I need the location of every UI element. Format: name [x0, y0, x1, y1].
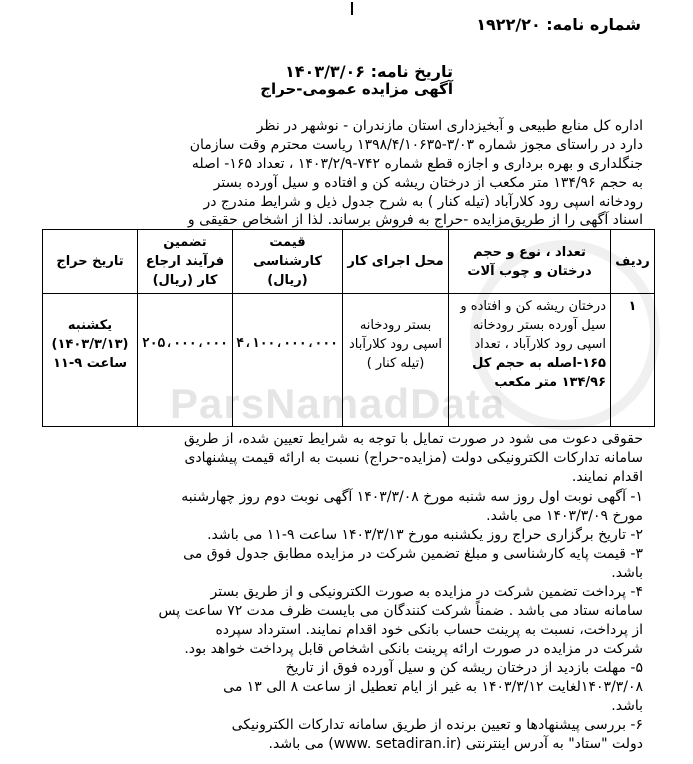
body-line: مورخ ۱۴۰۳/۳/۰۹ می باشد. — [486, 508, 643, 524]
intro-line: دارد در راستای مجوز شماره ۳/۰۳-۱۳۹۸/۴/۱۰۶۳۵ ریاست محترم وقت سازمان — [189, 137, 643, 153]
auction-day: یکشنبه — [67, 318, 113, 333]
body-line: ۳- قیمت پایه کارشناسی و مبلغ تضمین شرکت در مزایده مطابق جدول فوق می — [183, 546, 643, 562]
body-line: حقوقی دعوت می شود در صورت تمایل با توجه به شرایط تعیین شده، از طریق — [184, 431, 643, 447]
body-line: ۶- بررسی پیشنهادها و تعیین برنده از طریق سامانه تدارکات الکترونیکی — [231, 717, 643, 733]
header-auction-date: تاریخ حراج — [43, 230, 138, 294]
cell-location: بستر رودخانه اسپی رود کلارآباد (تیله کنار ) — [343, 294, 449, 427]
body-line: دولت "ستاد" به آدرس اینترنتی (www. setadiran.ir) می باشد. — [268, 736, 643, 752]
auction-date-value: (۱۴۰۳/۳/۱۳) — [51, 337, 129, 352]
intro-line: به حجم ۱۳۴/۹۶ متر مکعب از درختان ریشه کن و افتاده و سیل آورده بستر — [213, 175, 643, 191]
top-rule-mark — [351, 2, 353, 15]
auction-table — [42, 229, 655, 427]
description-text: درختان ریشه کن و افتاده و سیل آورده بستر رودخانه اسپی رود کلارآباد ، تعداد — [460, 299, 606, 352]
letter-date: تاریخ نامه: ۱۴۰۳/۳/۰۶ — [285, 62, 453, 81]
body-line: باشد. — [611, 565, 643, 581]
description-volume: ۱۶۵-اصله به حجم کل ۱۳۴/۹۶ متر مکعب — [472, 356, 606, 390]
cell-description — [449, 294, 611, 427]
body-line: سامانه ستاد می باشد . ضمناً شرکت کنندگان می بایست ظرف مدت ۷۲ ساعت پس — [158, 603, 643, 619]
header-location: محل اجرای کار — [343, 230, 449, 294]
header-expert-price: قیمت کارشناسی (ریال) — [233, 230, 343, 294]
body-line: ۱- آگهی نوبت اول روز سه شنبه مورخ ۱۴۰۳/۳/۰۸ آگهی نوبت دوم روز چهارشنبه — [181, 489, 643, 505]
body-line: سامانه تدارکات الکترونیکی دولت (مزایده-حراج) نسبت به ارائه قیمت پیشنهادی — [184, 450, 643, 466]
header-description: تعداد ، نوع و حجم درختان و چوب آلات — [449, 230, 611, 294]
cell-auction-date — [43, 294, 138, 427]
body-line: شرکت در مزایده در صورت ارائه پرینت بانکی اشخاص قابل پرداخت خواهد بود. — [184, 641, 643, 657]
table-header-row — [43, 230, 655, 294]
intro-line: اداره کل منابع طبیعی و آبخیزداری استان مازندران - نوشهر در نظر — [256, 118, 643, 134]
body-line: ۴- پرداخت تضمین شرکت در مزایده به صورت الکترونیکی و از طریق بستر — [210, 584, 643, 600]
auction-time: ساعت ۹-۱۱ — [52, 356, 128, 371]
body-line: ۱۴۰۳/۳/۰۸لغایت ۱۴۰۳/۳/۱۲ به غیر از ایام تعطیل از ساعت ۸ الی ۱۳ می — [223, 679, 643, 695]
intro-line: رودخانه اسپی رود کلارآباد (تیله کنار ) به شرح جدول ذیل و شرایط مندرج در — [203, 194, 643, 210]
intro-line: اسناد آگهی را از طریق‌مزایده -حراج به فروش برساند. لذا از اشخاص حقیقی و — [187, 212, 643, 228]
table-row — [43, 294, 655, 427]
body-line: ۲- تاریخ برگزاری حراج روز یکشنبه مورخ ۱۴۰۳/۳/۱۳ ساعت ۹-۱۱ می باشد. — [207, 527, 643, 543]
body-line: اقدام نمایند. — [571, 469, 643, 485]
watermark-text: ParsNamadData — [170, 380, 506, 427]
intro-line: جنگلداری و بهره برداری و اجازه قطع شماره ۷۴۲-۱۴۰۳/۲/۹ ، تعداد ۱۶۵- اصله — [191, 156, 643, 172]
body-line: از پرداخت، نسبت به پرینت حساب بانکی خود اقدام نمایند. استرداد سپرده — [215, 622, 643, 638]
cell-expert-price: ۴،۱۰۰،۰۰۰،۰۰۰ — [233, 294, 343, 427]
header-row-number: ردیف — [611, 230, 655, 294]
cell-guarantee: ۲۰۵،۰۰۰،۰۰۰ — [138, 294, 233, 427]
body-line: ۵- مهلت بازدید از درختان ریشه کن و سیل آورده فوق از تاریخ — [285, 660, 643, 676]
cell-row-number: ۱ — [611, 294, 655, 427]
body-line: باشد. — [611, 698, 643, 714]
letter-number: شماره نامه: ۱۹۲۲/۲۰ — [476, 15, 641, 34]
notice-title: آگهی مزایده عمومی-حراج — [260, 80, 453, 98]
header-guarantee: تضمین فرآیند ارجاع کار (ریال) — [138, 230, 233, 294]
